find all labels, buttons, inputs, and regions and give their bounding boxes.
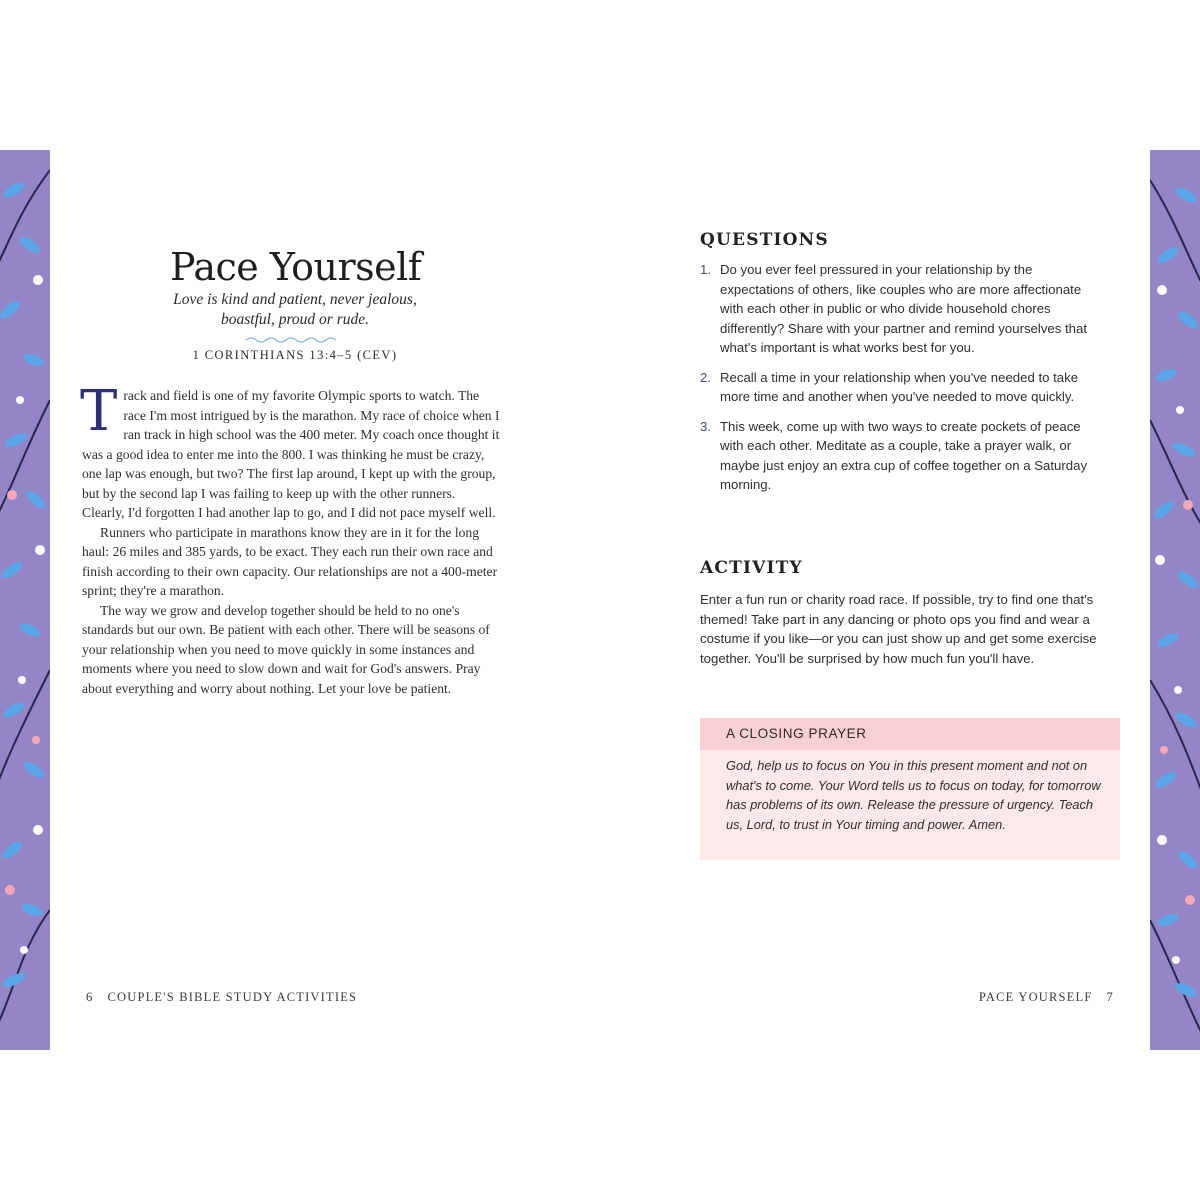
page-title: Pace Yourself [170,245,422,290]
drop-cap: T [80,379,118,444]
body-paragraph: Runners who participate in marathons know they are in it for the long haul: 26 miles and 385 yards, to be exact. They each run their own race and finish according to their own capacity. Our relationships are not a 400-meter sprint; they're a marathon. [82,524,498,598]
prayer-header-band [700,718,1120,750]
epigraph-verse [150,290,440,330]
paragraph-text: rack and field is one of my favorite Olympic sports to watch. The race I'm most intrigued by is the marathon. My race of choice when I ran track in high school was the 400 meter. My coach once thought it was a good idea to enter me into the 800. I was thinking he must be crazy, one lap was enough, but two? The first lap around, I kept up with the group, but by the second lap I was failing to keep up with the other runners. Clearly, I'd forgotten I had another lap to go, and I did not pace myself well. [82,388,500,520]
book-spread [0,150,1200,1050]
activity-heading: ACTIVITY [700,558,803,578]
question-item [700,368,1090,407]
floral-pattern-icon [1150,150,1200,1050]
body-text [80,379,500,698]
closing-prayer-box [700,718,1120,860]
running-header: PACE YOURSELF [978,990,1093,1004]
page-number: 6 [86,990,94,1004]
right-floral-border [1150,150,1200,1050]
question-text: Do you ever feel pressured in your relationship by the expectations of others, like couples who are more affectionate with each other in public or who divide household chores differently? Share with your partner and remind yourselves that what's important is what works best for you. [720,262,1088,355]
page-number: 7 [1106,990,1114,1004]
verse-line: Love is kind and patient, never jealous, [173,291,417,308]
right-page-footer [979,990,1114,1005]
question-number: 3. [700,418,711,434]
body-paragraph [80,379,500,523]
body-paragraph: The way we grow and develop together should be held to no one's standards but our own. Be patient with each other. There will be seasons of your relationship when you need to move quickly in some instances and moments where you need to slow down and wait for God's answers. Pray about everything and worry about nothing. Let your love be patient. [82,602,490,696]
verse-line: boastful, proud or rude. [221,311,369,328]
question-text: Recall a time in your relationship when you've needed to take more time and another when you've needed to move quickly. [720,369,1079,404]
questions-list [700,260,1090,505]
floral-pattern-icon [0,150,50,1050]
prayer-title: A CLOSING PRAYER [726,726,867,741]
questions-heading: QUESTIONS [700,230,829,250]
left-floral-border [0,150,50,1050]
running-header: COUPLE'S BIBLE STUDY ACTIVITIES [107,990,358,1004]
wave-divider-icon [246,336,336,344]
verse-reference: 1 CORINTHIANS 13:4–5 (CEV) [192,348,398,362]
prayer-text: God, help us to focus on You in this present moment and not on what's to come. Your Word tells us to focus on today, for tomorrow has problems of its own. Release the pressure of urgency. Teach us, Lord, to trust in Your timing and power. Amen. [726,758,1101,832]
question-item [700,260,1090,358]
activity-text: Enter a fun run or charity road race. If possible, try to find one that's themed! Take part in any dancing or photo ops you find and wear a costume if you like—or you can just show up and get some exercise together. You'll be surprised by how much fun you'll have. [700,592,1097,666]
question-text: This week, come up with two ways to create pockets of peace with each other. Meditate as a couple, take a prayer walk, or maybe just enjoy an extra cup of coffee together on a Saturday morning. [720,418,1088,492]
left-page-footer [86,990,357,1005]
question-item [700,417,1090,495]
question-number: 1. [700,262,711,277]
question-number: 2. [700,369,711,385]
